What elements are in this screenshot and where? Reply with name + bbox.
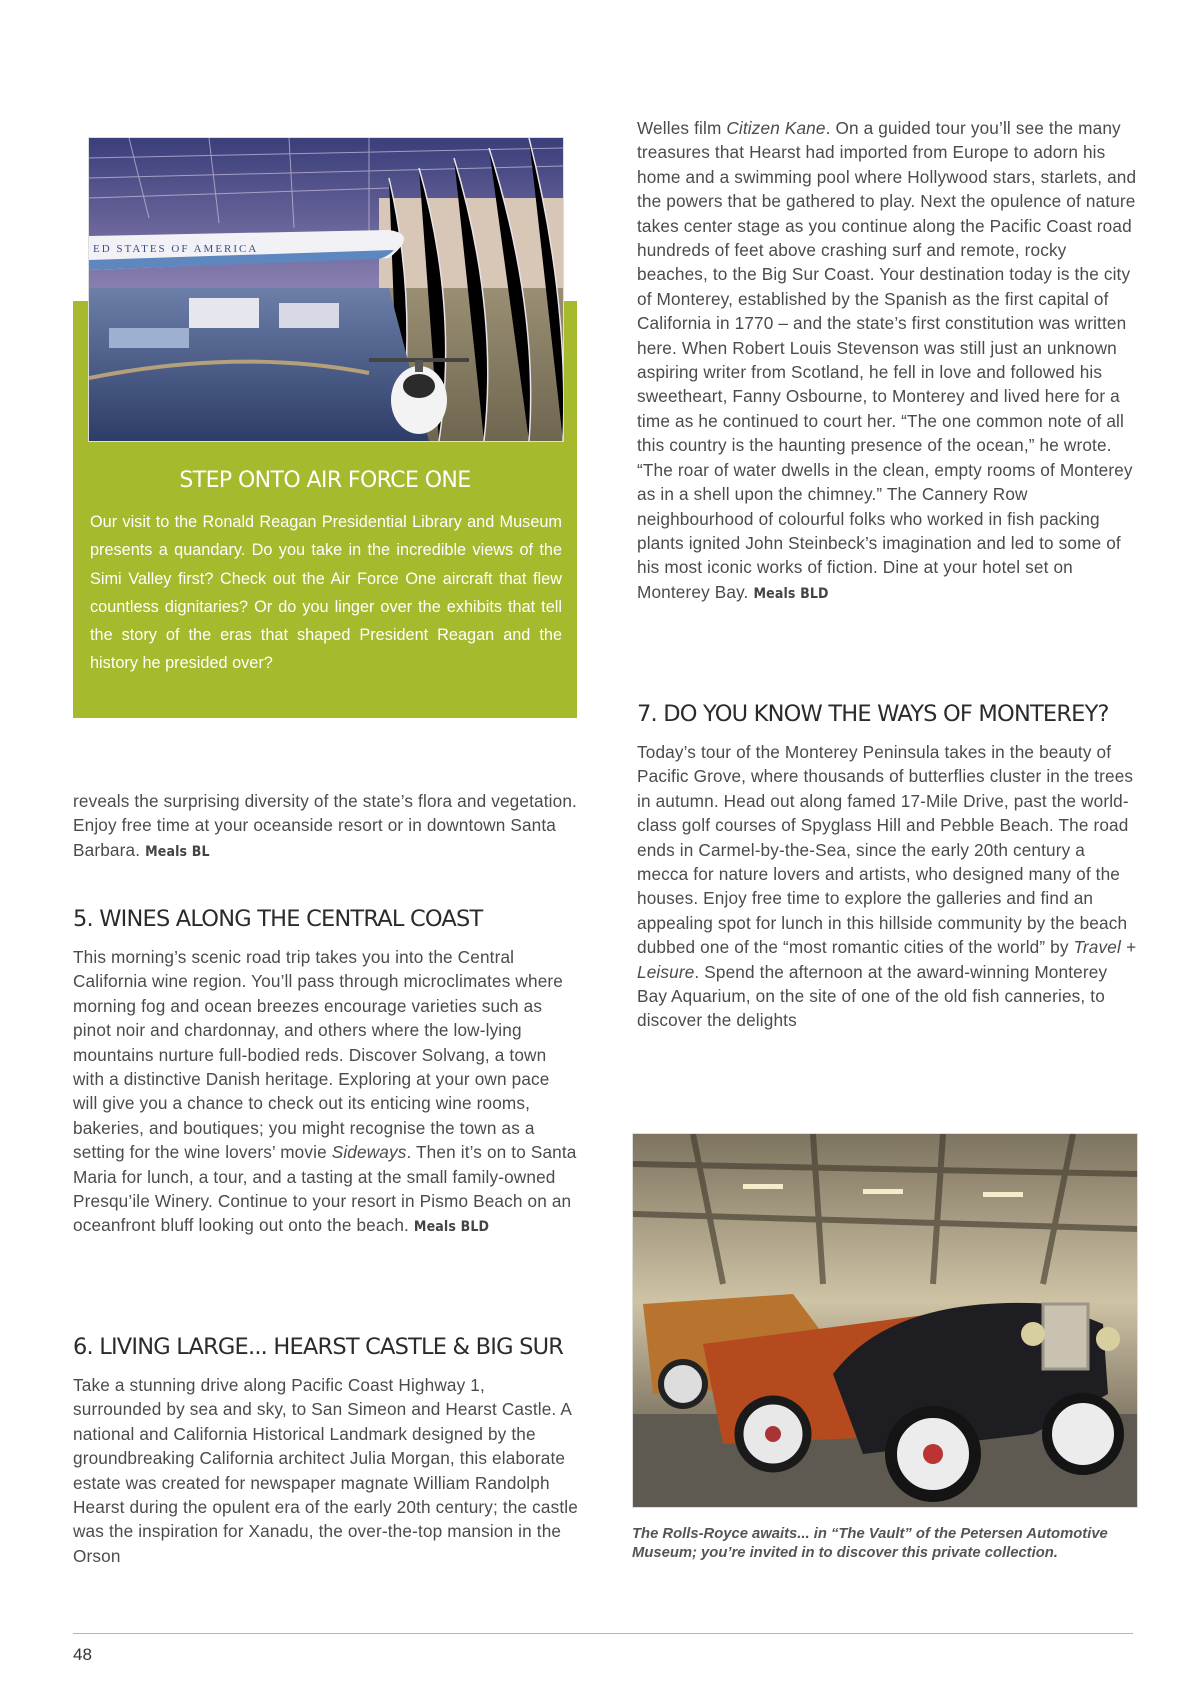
meals-label: Meals BLD (753, 585, 829, 602)
section-6-continued (637, 116, 1137, 606)
section-7-text-a: Today’s tour of the Monterey Peninsula takes in the beauty of Pacific Grove, where thousands of butterflies cluster in the trees in autumn. Head out along famed 17-Mile Drive, past the world-class golf courses of Spyglass Hill and Pebble Beach. The road ends in Carmel-by-the-Sea, since the early 20th century a mecca for nature lovers and artists, who designed many of the houses. Enjoy free time to explore the galleries and find an appealing spot for lunch in this hillside community by the beach dubbed one of the “most romantic cities of the world” by (637, 742, 1134, 958)
footer-rule (73, 1633, 1133, 1634)
section-7-italic: Travel + Leisure (637, 937, 1137, 982)
section-6-heading: 6. LIVING LARGE... HEARST CASTLE & BIG SUR (73, 1334, 564, 1360)
section-7-body (637, 740, 1140, 1033)
continued-italic: Citizen Kane (726, 118, 826, 138)
section-6-text: Take a stunning drive along Pacific Coast Highway 1, surrounded by sea and sky, to San Simeon and Hearst Castle. A national and California Historical Landmark designed by the groundbreaking California architect Julia Morgan, this elaborate estate was created for newspaper magnate William Randolph Hearst during the opulent era of the early 20th century; the castle was the inspiration for Xanadu, the over-the-top mansion in the Orson (73, 1375, 578, 1566)
section-5-text-a: This morning’s scenic road trip takes you into the Central California wine region. You’ll pass through microclimates where morning fog and ocean breezes encourage varieties such as pinot noir and chardonnay, and others where the low-lying mountains nurture full-bodied reds. Discover Solvang, a town with a distinctive Danish heritage. Exploring at your own pace will give you a chance to check out its enticing wine rooms, bakeries, and boutiques; you might recognise the town as a setting for the wine lovers’ movie (73, 947, 563, 1163)
rolls-royce-photo (632, 1133, 1138, 1508)
section-7-heading: 7. DO YOU KNOW THE WAYS OF MONTEREY? (637, 701, 1109, 727)
section-5-text-b: . Then it’s on to Santa Maria for lunch, a tour, and a tasting at the small family-owned Presqu’ile Winery. Continue to your resort in Pismo Beach on an oceanfront bluff looking out onto the beach. (73, 1142, 577, 1236)
left-intro (73, 789, 578, 864)
meals-label: Meals BL (145, 843, 210, 860)
air-force-one-photo (88, 137, 564, 442)
page-number: 48 (73, 1645, 92, 1664)
plane-lettering: ED STATES OF AMERICA (93, 243, 259, 255)
sidebar-title: STEP ONTO AIR FORCE ONE (179, 468, 471, 493)
continued-text-a: Welles film (637, 118, 727, 138)
section-5-italic: Sideways (331, 1142, 407, 1163)
section-5-heading: 5. WINES ALONG THE CENTRAL COAST (73, 906, 483, 932)
section-7-text-b: . Spend the afternoon at the award-winning Monterey Bay Aquarium, on the site of one of the old fish canneries, to discover the delights (637, 961, 1108, 1031)
photo-caption: The Rolls-Royce awaits... in “The Vault” of the Petersen Automotive Museum; you’re invited in to discover this private collection. (632, 1526, 1108, 1561)
sidebar-text: Our visit to the Ronald Reagan Presidential Library and Museum presents a quandary. Do you take in the incredible views of the Simi Valley first? Check out the Air Force One aircraft that flew countless dignitaries? Or do you linger over the exhibits that tell the story of the eras that shaped President Reagan and the history he presided over? (90, 513, 562, 673)
section-5-body (73, 945, 578, 1240)
section-6-body (73, 1373, 578, 1568)
meals-label: Meals BLD (413, 1219, 490, 1236)
left-intro-text: reveals the surprising diversity of the state’s flora and vegetation. Enjoy free time at your oceanside resort or in downtown Santa Barbara. (73, 791, 577, 860)
continued-text-b: . On a guided tour you’ll see the many treasures that Hearst had imported from Europe to adorn his home and a swimming pool where Hollywood stars, starlets, and the powers that be gathered to play. Next the opulence of nature takes center stage as you continue along the Pacific Coast road hundreds of feet above crashing surf and remote, rocky beaches, to the Big Sur Coast. Your destination today is the city of Monterey, established by the Spanish as the first capital of California in 1770 – and the state’s first constitution was written here. When Robert Louis Stevenson was still just an unknown aspiring writer from Scotland, he fell in love and followed his sweetheart, Fanny Osbourne, to Monterey and lived here for a time as he continued to court her. “The one common note of all this country is the haunting presence of the ocean,” he wrote. “The roar of water dwells in the clean, empty rooms of Monterey as in a shell upon the chimney.” The Cannery Row neighbourhood of colourful folks who worked in fish packing plants ignited John Steinbeck’s imagination and led to some of his most iconic works of fiction. Dine at your hotel set on Monterey Bay. (637, 118, 1137, 602)
